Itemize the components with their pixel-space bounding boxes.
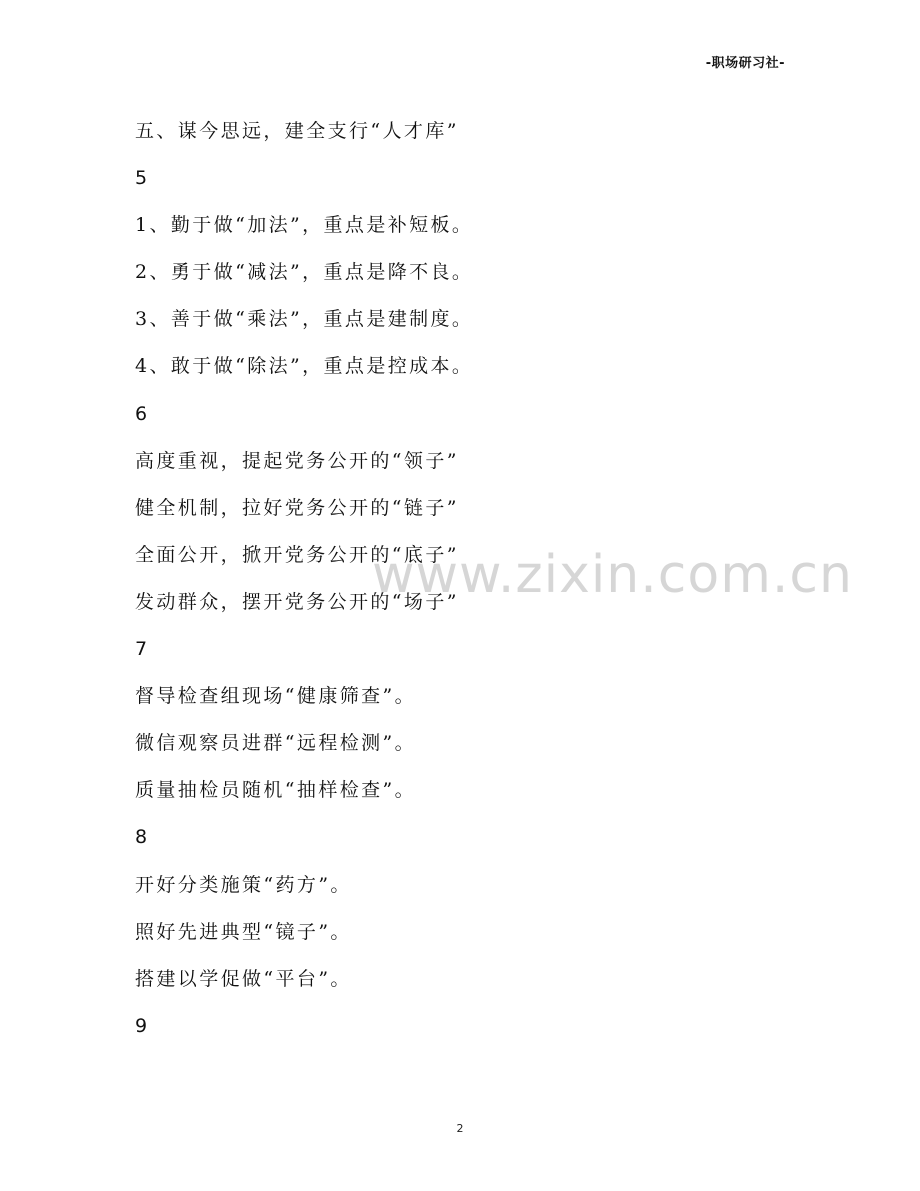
body-line: 开好分类施策“药方”。 (135, 873, 352, 896)
document-body (135, 108, 795, 1050)
body-line: 3、善于做“乘法”，重点是建制度。 (135, 308, 474, 331)
watermark-text: www.zixin.com.cn (372, 545, 853, 605)
section-number: 8 (135, 826, 148, 849)
section-heading: 五、谋今思远，建全支行“人才库” (135, 120, 459, 142)
body-line: 高度重视，提起党务公开的“领子” (135, 449, 459, 472)
page-header: -职场研习社- (705, 56, 785, 71)
body-line: 发动群众，摆开党务公开的“场子” (135, 590, 459, 613)
body-line: 照好先进典型“镜子”。 (135, 920, 352, 943)
section-number: 5 (135, 167, 148, 190)
section-number: 7 (135, 638, 148, 661)
body-line: 全面公开，掀开党务公开的“底子” (135, 543, 459, 566)
body-line: 微信观察员进群“远程检测”。 (135, 732, 417, 755)
section-number: 9 (135, 1014, 148, 1037)
body-line: 2、勇于做“减法”，重点是降不良。 (135, 261, 474, 284)
body-line: 搭建以学促做“平台”。 (135, 967, 352, 990)
body-line: 健全机制，拉好党务公开的“链子” (135, 496, 459, 519)
body-line: 1、勤于做“加法”，重点是补短板。 (135, 214, 474, 237)
section-number: 6 (135, 402, 148, 425)
body-line: 4、敢于做“除法”，重点是控成本。 (135, 355, 474, 378)
body-line: 督导检查组现场“健康筛查”。 (135, 685, 417, 708)
page-number: 2 (456, 1122, 464, 1135)
body-line: 质量抽检员随机“抽样检查”。 (135, 779, 417, 802)
